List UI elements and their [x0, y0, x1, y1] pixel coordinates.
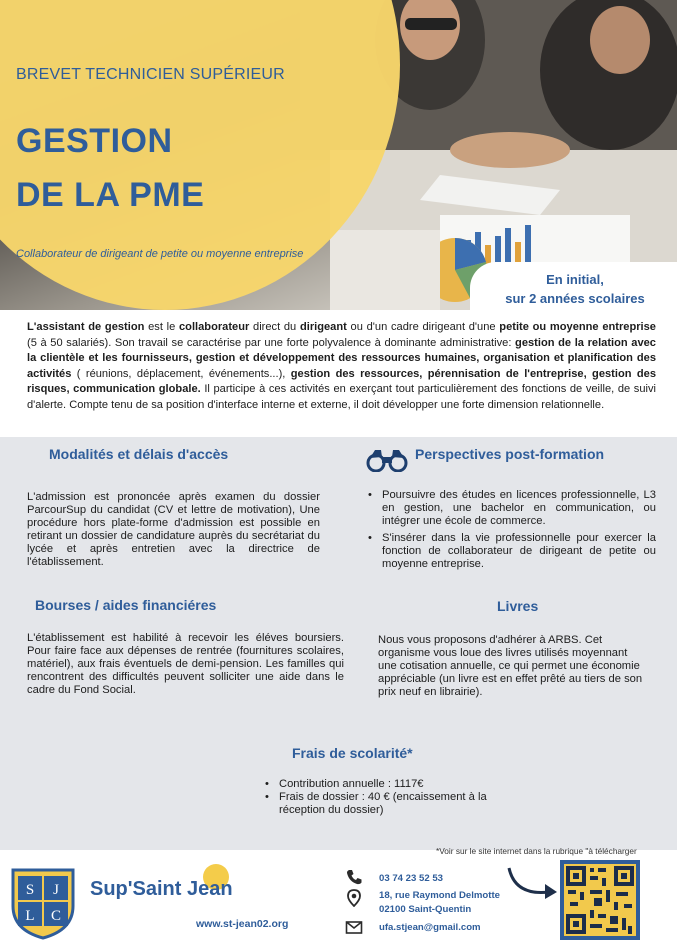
- phone-number[interactable]: 03 74 23 52 53: [379, 873, 444, 884]
- list-item: • Frais de dossier : 40 € (encaissement à la réception du dossier): [265, 791, 535, 817]
- page-title: [16, 114, 204, 222]
- program-overline: BREVET TECHNICIEN SUPÉRIEUR: [16, 66, 285, 83]
- phone-icon: [345, 868, 363, 886]
- perspectives-title: Perspectives post-formation: [415, 446, 605, 462]
- email-address[interactable]: ufa.stjean@gmail.com: [379, 922, 481, 933]
- crest-letter-s: S: [25, 882, 35, 898]
- address-line-2: 02100 Saint-Quentin: [379, 904, 472, 915]
- crest-letter-j: J: [53, 882, 59, 898]
- crest-letter-c: C: [50, 908, 62, 924]
- email-icon: [345, 918, 363, 936]
- website-link[interactable]: www.st-jean02.org: [196, 918, 289, 930]
- location-pin-icon: [345, 889, 363, 907]
- intro-bold-3: collaborateur: [179, 321, 250, 333]
- livres-text: Nous vous proposons d'adhérer à ARBS. Cet organisme vous loue des livres utilisés moyennant une cotisation annuelle, ce qui permet une économie appréciable (un livre est en effet prêté au tiers de son prix neuf en librairie).: [378, 634, 643, 698]
- intro-bold-11: gestion des ressources, pérennisation de l'entreprise, gestion des risques, communication globale.: [27, 367, 657, 395]
- curved-arrow-icon: [505, 862, 565, 902]
- list-item: • S'insérer dans la vie professionnelle pour exercer la fonction de collaborateur de dirigeant de petite ou moyenne entreprise.: [368, 532, 656, 571]
- address-line-1: 18, rue Raymond Delmotte: [379, 890, 501, 901]
- intro-text-2: est le: [144, 321, 180, 333]
- list-item: • Contribution annuelle : 1117€: [265, 778, 535, 791]
- hero-subtitle: Collaborateur de dirigeant de petite ou moyenne entreprise: [16, 248, 304, 260]
- livres-title: Livres: [497, 598, 539, 614]
- crest-letter-l: L: [25, 908, 35, 924]
- perspectives-list: [368, 489, 656, 575]
- format-badge: [470, 262, 677, 310]
- intro-bold-9: gestion de la relation avec la clientèle et les fournisseurs, gestion et développement des ressources humaines, organisation et planification des activités: [27, 336, 656, 380]
- footnote: *Voir sur le site internet dans la rubrique "à télécharger: [436, 846, 637, 856]
- bourses-title: Bourses / aides financiéres: [35, 597, 217, 613]
- intro-text-4: direct du: [249, 321, 300, 333]
- badge-line-1: En initial,: [546, 272, 604, 287]
- badge-line-2: sur 2 années scolaires: [505, 291, 645, 306]
- title-line-1: GESTION: [16, 122, 173, 160]
- frais-title: Frais de scolarité*: [292, 745, 413, 761]
- school-crest-logo: [10, 862, 76, 940]
- access-title: Modalités et délais d'accès: [49, 446, 229, 462]
- intro-text-6: ou d'un cadre dirigeant d'une: [346, 321, 500, 333]
- intro-bold-7: petite ou moyenne entreprise: [499, 321, 656, 333]
- brand-name: Sup'Saint Jean: [90, 878, 233, 900]
- access-text: L'admission est prononcée après examen du dossier ParcourSup du candidat (CV et lettre de motivation), Une procédure hors plate-forme d'admission est possible en retirant un dossier de candidature auprès du secrétariat du lycée et après entretien avec la directrice de l'établissement.: [27, 491, 320, 568]
- bourses-text: L'établissement est habilité à recevoir les éléves boursiers. Pour faire face aux dépenses de rentrée (fournitures scolaires, matériel), aux frais éventuels de demi-pension. Les familles qui rencontrent des difficultés peuvent solliciter une aide dans le cadre du Fond Social.: [27, 632, 344, 696]
- intro-text-12: Il participe à ces activités en exerçant tout particulièrement des fonctions de veille, de suivi d'alerte. Compte tenu de sa position d'interface interne et externe, il doit développer une forte dimension relationnelle.: [27, 383, 656, 411]
- intro-paragraph: [27, 320, 656, 413]
- intro-text-8: (5 à 50 salariés). Son travail se caractérise par une forte polyvalence à dominante administrative:: [27, 336, 516, 349]
- list-item: • Poursuivre des études en licences professionnelle, L3 en gestion, une bachelor en communication, ou intégrer une école de commerce.: [368, 489, 656, 528]
- hero-banner: [0, 0, 677, 310]
- intro-text-10: ( réunions, déplacement, événements...),: [71, 367, 291, 380]
- qr-code[interactable]: [560, 860, 640, 940]
- intro-bold-1: L'assistant de gestion: [27, 321, 145, 333]
- binoculars-icon: [366, 448, 408, 472]
- frais-list: [265, 778, 535, 821]
- intro-bold-5: dirigeant: [299, 321, 347, 333]
- title-line-2: DE LA PME: [16, 176, 205, 214]
